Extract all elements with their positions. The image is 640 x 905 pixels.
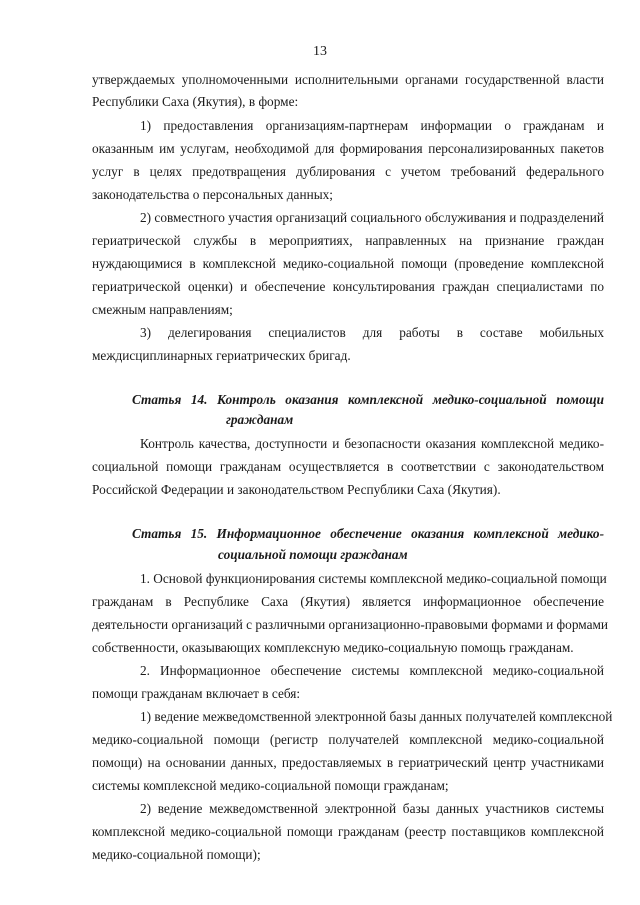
list-item-2-line: гериатрической службы в мероприятиях, направленных на признание граждан (92, 233, 604, 248)
article-15-paragraph-1-line: собственности, оказывающих комплексную медико-социальную помощь гражданам. (92, 640, 574, 655)
list-item-1: 1) предоставления организациям-партнерам информации о гражданам и (140, 118, 604, 133)
intro-line: утверждаемых уполномоченными исполнительными органами государственной власти (92, 72, 604, 87)
article-14-paragraph-line: Российской Федерации и законодательством Республики Саха (Якутия). (92, 482, 501, 497)
article-15-paragraph-1-line: гражданам в Республике Саха (Якутия) является информационное обеспечение (92, 594, 604, 609)
subitem-1: 1) ведение межведомственной электронной базы данных получателей комплексной (140, 709, 613, 724)
list-item-1-line: услуг в целях предотвращения дублирования с учетом требований федерального (92, 164, 604, 179)
article-14-paragraph: Контроль качества, доступности и безопасности оказания комплексной медико- (140, 436, 604, 451)
subitem-2: 2) ведение межведомственной электронной базы данных участников системы (140, 801, 604, 816)
list-item-1-line: оказанным им услугам, необходимой для формирования персонализированных пакетов (92, 141, 604, 156)
page-number: 13 (313, 44, 327, 59)
subitem-1-line: системы комплексной медико-социальной помощи гражданам; (92, 778, 449, 793)
list-item-2-line: гериатрической оценки) и обеспечение консультирования граждан специалистами по (92, 279, 604, 294)
list-item-3: 3) делегирования специалистов для работы в составе мобильных (140, 325, 604, 340)
intro-line: Республики Саха (Якутия), в форме: (92, 94, 299, 109)
list-item-2: 2) совместного участия организаций социального обслуживания и подразделений (140, 210, 604, 225)
subitem-1-line: помощи) на основании данных, предоставляемых в гериатрический центр участниками (92, 755, 604, 770)
list-item-2-line: смежным направлениям; (92, 302, 233, 317)
subitem-2-line: комплексной медико-социальной помощи гражданам (реестр поставщиков комплексной (92, 824, 604, 839)
article-14-paragraph-line: социальной помощи гражданам осуществляется в соответствии с законодательством (92, 459, 604, 474)
article-15-title-cont: социальной помощи гражданам (218, 547, 408, 562)
article-15-paragraph-1: 1. Основой функционирования системы комплексной медико-социальной помощи (140, 571, 607, 586)
subitem-1-line: медико-социальной помощи (регистр получателей комплексной медико-социальной (92, 732, 604, 747)
subitem-2-line: медико-социальной помощи); (92, 847, 261, 862)
article-14-title: Статья 14. Контроль оказания комплексной медико-социальной помощи (132, 392, 604, 407)
article-14-title-cont: гражданам (226, 412, 294, 427)
article-15-paragraph-2-line: помощи гражданам включает в себя: (92, 686, 301, 701)
article-15-paragraph-2: 2. Информационное обеспечение системы комплексной медико-социальной (140, 663, 604, 678)
list-item-3-line: междисциплинарных гериатрических бригад. (92, 348, 351, 363)
list-item-2-line: нуждающимися в комплексной медико-социальной помощи (проведение комплексной (92, 256, 604, 271)
list-item-1-line: законодательства о персональных данных; (92, 187, 333, 202)
article-15-title: Статья 15. Информационное обеспечение оказания комплексной медико- (132, 526, 604, 541)
article-15-paragraph-1-line: деятельности организаций с различными организационно-правовыми формами и формами (92, 617, 609, 632)
